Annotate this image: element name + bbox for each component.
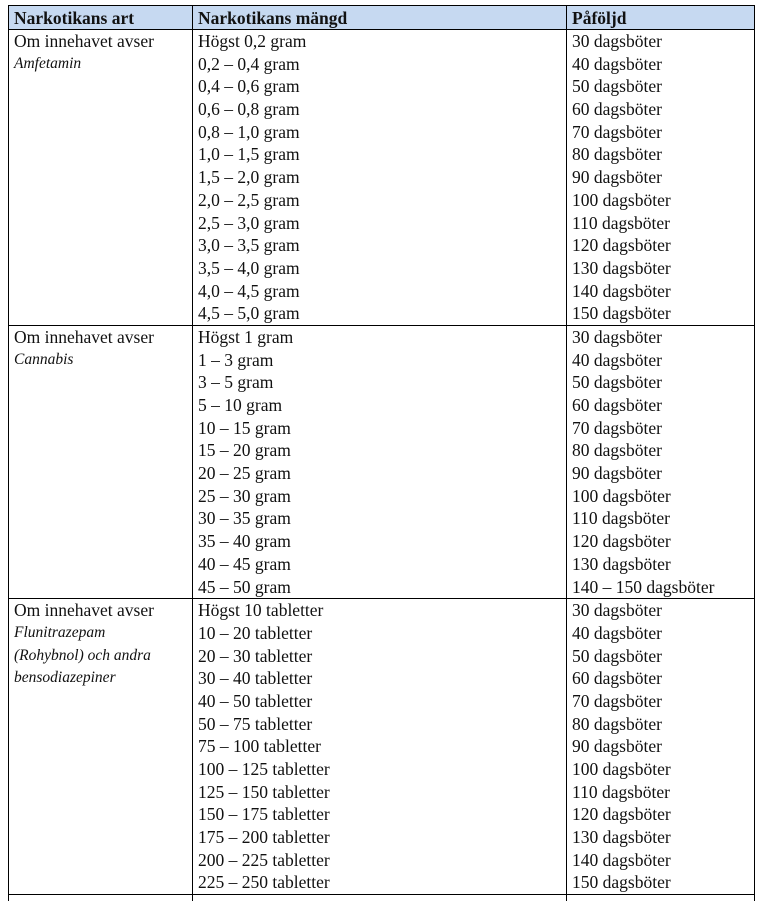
penalty-value: 90 dagsböter bbox=[572, 735, 749, 758]
empty-cell bbox=[9, 895, 193, 901]
drug-type-prefix: Om innehavet avser bbox=[14, 30, 187, 53]
penalty-value: 150 dagsböter bbox=[572, 302, 749, 325]
penalty-value: 70 dagsböter bbox=[572, 690, 749, 713]
penalty-value: 50 dagsböter bbox=[572, 645, 749, 668]
penalty-value: 30 dagsböter bbox=[572, 599, 749, 622]
amount-value: 4,0 – 4,5 gram bbox=[198, 280, 561, 303]
amount-value: 150 – 175 tabletter bbox=[198, 803, 561, 826]
penalty-value: 70 dagsböter bbox=[572, 417, 749, 440]
penalty-value: 50 dagsböter bbox=[572, 371, 749, 394]
drug-type-prefix: Om innehavet avser bbox=[14, 599, 187, 622]
drug-type-cell bbox=[9, 30, 193, 326]
amount-value: 10 – 20 tabletter bbox=[198, 622, 561, 645]
header-row bbox=[9, 6, 755, 30]
header-drug-type: Narkotikans art bbox=[9, 6, 193, 30]
amount-value: 2,0 – 2,5 gram bbox=[198, 189, 561, 212]
amount-value: 30 – 40 tabletter bbox=[198, 667, 561, 690]
amount-value: Högst 10 tabletter bbox=[198, 599, 561, 622]
penalty-value: 30 dagsböter bbox=[572, 30, 749, 53]
penalty-value: 60 dagsböter bbox=[572, 667, 749, 690]
amount-value: Högst 0,2 gram bbox=[198, 30, 561, 53]
amount-value: 35 – 40 gram bbox=[198, 530, 561, 553]
penalty-value: 80 dagsböter bbox=[572, 143, 749, 166]
penalty-value: 110 dagsböter bbox=[572, 212, 749, 235]
amount-value: 3 – 5 gram bbox=[198, 371, 561, 394]
drug-name: Cannabis bbox=[14, 349, 187, 372]
amount-value: 4,5 – 5,0 gram bbox=[198, 302, 561, 325]
penalty-value: 90 dagsböter bbox=[572, 462, 749, 485]
drug-type-cell bbox=[9, 325, 193, 598]
penalty-value: 140 dagsböter bbox=[572, 849, 749, 872]
amount-value: 20 – 25 gram bbox=[198, 462, 561, 485]
penalty-cell bbox=[567, 599, 755, 895]
drug-name: (Rohybnol) och andra bbox=[14, 645, 187, 668]
amount-value: 1,0 – 1,5 gram bbox=[198, 143, 561, 166]
table-header bbox=[9, 6, 755, 30]
drug-name: Flunitrazepam bbox=[14, 622, 187, 645]
empty-cell bbox=[193, 895, 567, 901]
amount-value: Högst 1 gram bbox=[198, 326, 561, 349]
penalty-value: 110 dagsböter bbox=[572, 507, 749, 530]
penalty-value: 130 dagsböter bbox=[572, 553, 749, 576]
amount-value: 1 – 3 gram bbox=[198, 349, 561, 372]
penalty-value: 70 dagsböter bbox=[572, 121, 749, 144]
penalty-value: 130 dagsböter bbox=[572, 826, 749, 849]
amount-value: 1,5 – 2,0 gram bbox=[198, 166, 561, 189]
penalty-value: 120 dagsböter bbox=[572, 803, 749, 826]
penalty-value: 100 dagsböter bbox=[572, 189, 749, 212]
penalty-value: 60 dagsböter bbox=[572, 394, 749, 417]
drug-name: Amfetamin bbox=[14, 53, 187, 76]
penalty-value: 140 dagsböter bbox=[572, 280, 749, 303]
amount-cell bbox=[193, 599, 567, 895]
amount-value: 10 – 15 gram bbox=[198, 417, 561, 440]
drug-name: bensodiazepiner bbox=[14, 667, 187, 690]
penalty-value: 90 dagsböter bbox=[572, 166, 749, 189]
penalty-value: 60 dagsböter bbox=[572, 98, 749, 121]
penalty-value: 120 dagsböter bbox=[572, 530, 749, 553]
amount-value: 75 – 100 tabletter bbox=[198, 735, 561, 758]
amount-value: 175 – 200 tabletter bbox=[198, 826, 561, 849]
amount-value: 15 – 20 gram bbox=[198, 439, 561, 462]
amount-cell bbox=[193, 30, 567, 326]
amount-value: 50 – 75 tabletter bbox=[198, 713, 561, 736]
table-body bbox=[9, 30, 755, 901]
amount-value: 0,2 – 0,4 gram bbox=[198, 53, 561, 76]
penalty-value: 40 dagsböter bbox=[572, 349, 749, 372]
amount-value: 3,5 – 4,0 gram bbox=[198, 257, 561, 280]
header-penalty: Påföljd bbox=[567, 6, 755, 30]
amount-value: 0,8 – 1,0 gram bbox=[198, 121, 561, 144]
drug-type-prefix: Om innehavet avser bbox=[14, 326, 187, 349]
amount-value: 30 – 35 gram bbox=[198, 507, 561, 530]
penalty-value: 80 dagsböter bbox=[572, 439, 749, 462]
header-drug-amount: Narkotikans mängd bbox=[193, 6, 567, 30]
amount-value: 225 – 250 tabletter bbox=[198, 871, 561, 894]
penalty-value: 110 dagsböter bbox=[572, 781, 749, 804]
penalty-value: 150 dagsböter bbox=[572, 871, 749, 894]
penalty-value: 80 dagsböter bbox=[572, 713, 749, 736]
table-row-partial bbox=[9, 895, 755, 901]
penalty-value: 40 dagsböter bbox=[572, 622, 749, 645]
amount-value: 5 – 10 gram bbox=[198, 394, 561, 417]
amount-value: 40 – 45 gram bbox=[198, 553, 561, 576]
empty-cell bbox=[567, 895, 755, 901]
penalty-cell bbox=[567, 325, 755, 598]
amount-value: 0,6 – 0,8 gram bbox=[198, 98, 561, 121]
penalty-value: 40 dagsböter bbox=[572, 53, 749, 76]
penalty-value: 130 dagsböter bbox=[572, 257, 749, 280]
amount-value: 25 – 30 gram bbox=[198, 485, 561, 508]
amount-value: 0,4 – 0,6 gram bbox=[198, 75, 561, 98]
amount-cell bbox=[193, 325, 567, 598]
drug-type-cell bbox=[9, 599, 193, 895]
amount-value: 3,0 – 3,5 gram bbox=[198, 234, 561, 257]
penalty-value: 100 dagsböter bbox=[572, 758, 749, 781]
amount-value: 45 – 50 gram bbox=[198, 576, 561, 599]
penalty-value: 30 dagsböter bbox=[572, 326, 749, 349]
penalty-cell bbox=[567, 30, 755, 326]
penalty-value: 100 dagsböter bbox=[572, 485, 749, 508]
amount-value: 100 – 125 tabletter bbox=[198, 758, 561, 781]
amount-value: 125 – 150 tabletter bbox=[198, 781, 561, 804]
penalty-table bbox=[8, 5, 755, 901]
amount-value: 20 – 30 tabletter bbox=[198, 645, 561, 668]
penalty-value: 120 dagsböter bbox=[572, 234, 749, 257]
drug-group-row bbox=[9, 599, 755, 895]
drug-group-row bbox=[9, 325, 755, 598]
penalty-value: 50 dagsböter bbox=[572, 75, 749, 98]
amount-value: 200 – 225 tabletter bbox=[198, 849, 561, 872]
amount-value: 2,5 – 3,0 gram bbox=[198, 212, 561, 235]
drug-group-row bbox=[9, 30, 755, 326]
amount-value: 40 – 50 tabletter bbox=[198, 690, 561, 713]
penalty-value: 140 – 150 dagsböter bbox=[572, 576, 749, 599]
